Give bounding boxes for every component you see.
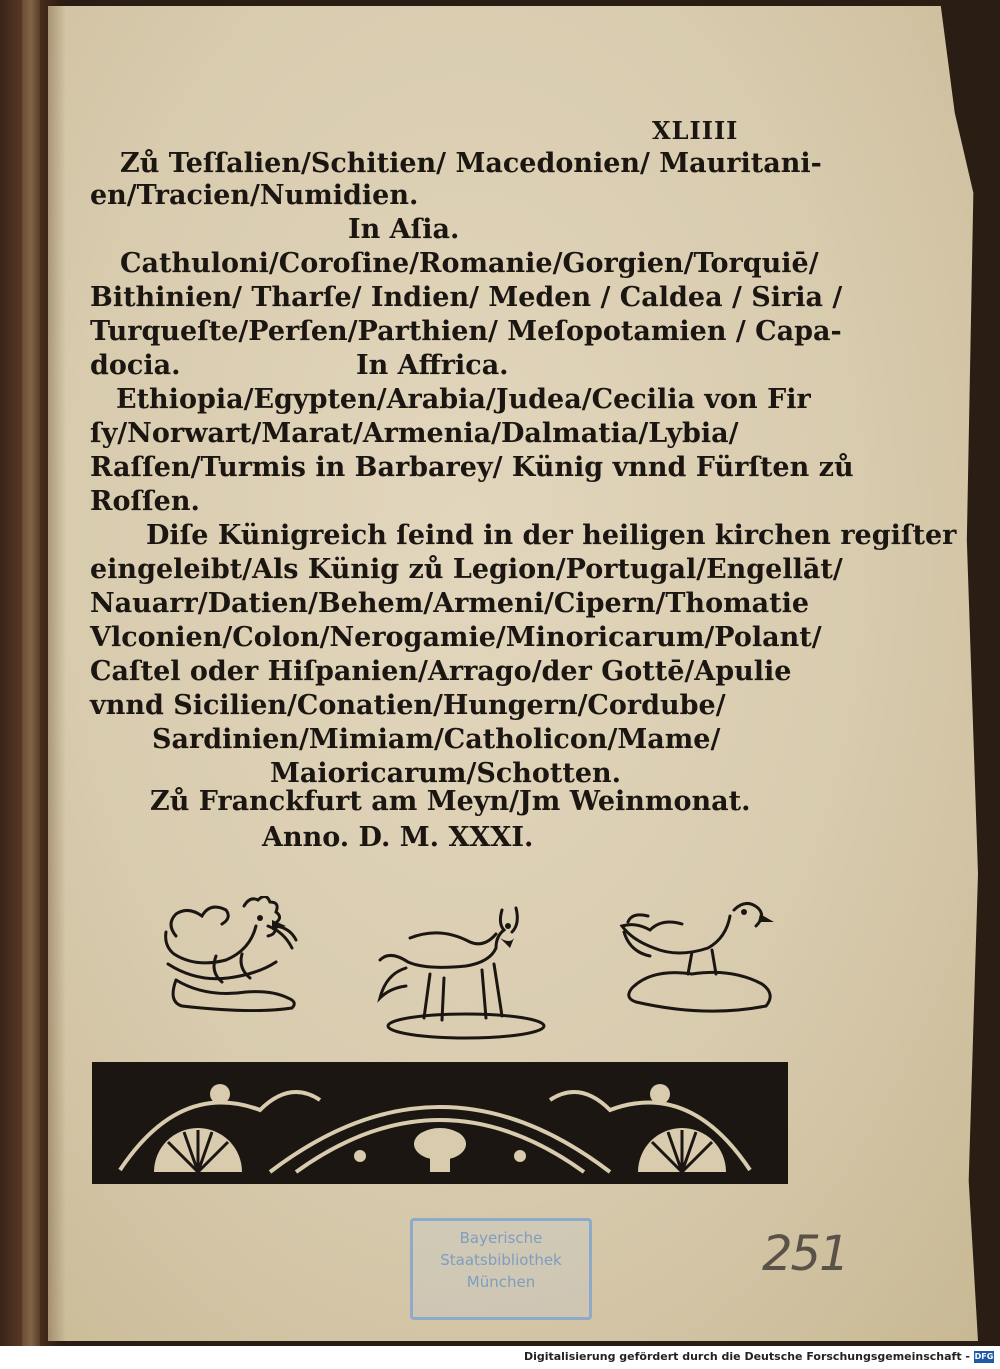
bird-woodcut — [614, 892, 780, 1020]
section-heading: In Affrica. — [356, 350, 509, 381]
text-line: Zů Teſſalien/Schitien/ Macedonien/ Mauritani- — [120, 148, 822, 179]
text-line: Ethiopia/Egypten/Arabia/Judea/Cecilia von Fir — [116, 384, 811, 415]
text-line: eingeleibt/Als Künig zů Legion/Portugal/Engellāt/ — [90, 554, 843, 585]
text-line: Roſſen. — [90, 486, 200, 517]
library-stamp — [410, 1218, 592, 1320]
text-line: ſy/Norwart/Marat/Armenia/Dalmatia/Lybia/ — [90, 418, 739, 449]
funding-notice: Digitalisierung gefördert durch die Deutsche Forschungsgemeinschaft - — [523, 1350, 970, 1363]
dragon-woodcut — [156, 896, 326, 1012]
text-line: Cathuloni/Coroſine/Romanie/Gorgien/Torquiē/ — [120, 248, 819, 279]
dfg-logo: DFG — [974, 1352, 994, 1361]
ornamental-border — [90, 1060, 790, 1186]
text-line: Diſe Künigreich ſeind in der heiligen kirchen regiſter — [146, 520, 957, 551]
stamp-line: Staatsbibliothek — [440, 1251, 562, 1269]
text-line: Turqueſte/Perſen/Parthien/ Meſopotamien / Capa- — [90, 316, 842, 347]
imprint-line: Zů Franckfurt am Meyn/Jm Weinmonat. — [150, 786, 751, 817]
page-gutter-shadow — [48, 6, 66, 1341]
text-line: Caſtel oder Hiſpanien/Arrago/der Gottē/Apulie — [90, 656, 792, 687]
footer-bar — [0, 1346, 1000, 1369]
text-line: Maioricarum/Schotten. — [270, 758, 622, 789]
handwritten-shelfmark: 251 — [762, 1226, 848, 1282]
text-line: Sardinien/Mimiam/Catholicon/Mame/ — [152, 724, 721, 755]
text-line: Nauarr/Datien/Behem/Armeni/Cipern/Thomatie — [90, 588, 810, 619]
folio-number: XLIIII — [652, 116, 739, 145]
text-line: Bithinien/ Tharſe/ Indien/ Meden / Caldea / Siria / — [90, 282, 843, 313]
text-line: Vlconien/Colon/Nerogamie/Minoricarum/Polant/ — [90, 622, 822, 653]
binding-edge — [22, 0, 40, 1369]
text-line: Raſſen/Turmis in Barbarey/ Künig vnnd Fürſten zů — [90, 452, 854, 483]
imprint-date: Anno. D. M. XXXI. — [262, 822, 534, 853]
text-line: vnnd Sicilien/Conatien/Hungern/Cordube/ — [90, 690, 726, 721]
text-line: en/Tracien/Numidien. — [90, 180, 419, 211]
stamp-line: Bayerische — [459, 1229, 543, 1247]
stamp-line: München — [466, 1273, 536, 1291]
fox-woodcut — [370, 898, 550, 1040]
section-heading: In Aſia. — [348, 214, 460, 245]
text-line: docia. — [90, 350, 181, 381]
